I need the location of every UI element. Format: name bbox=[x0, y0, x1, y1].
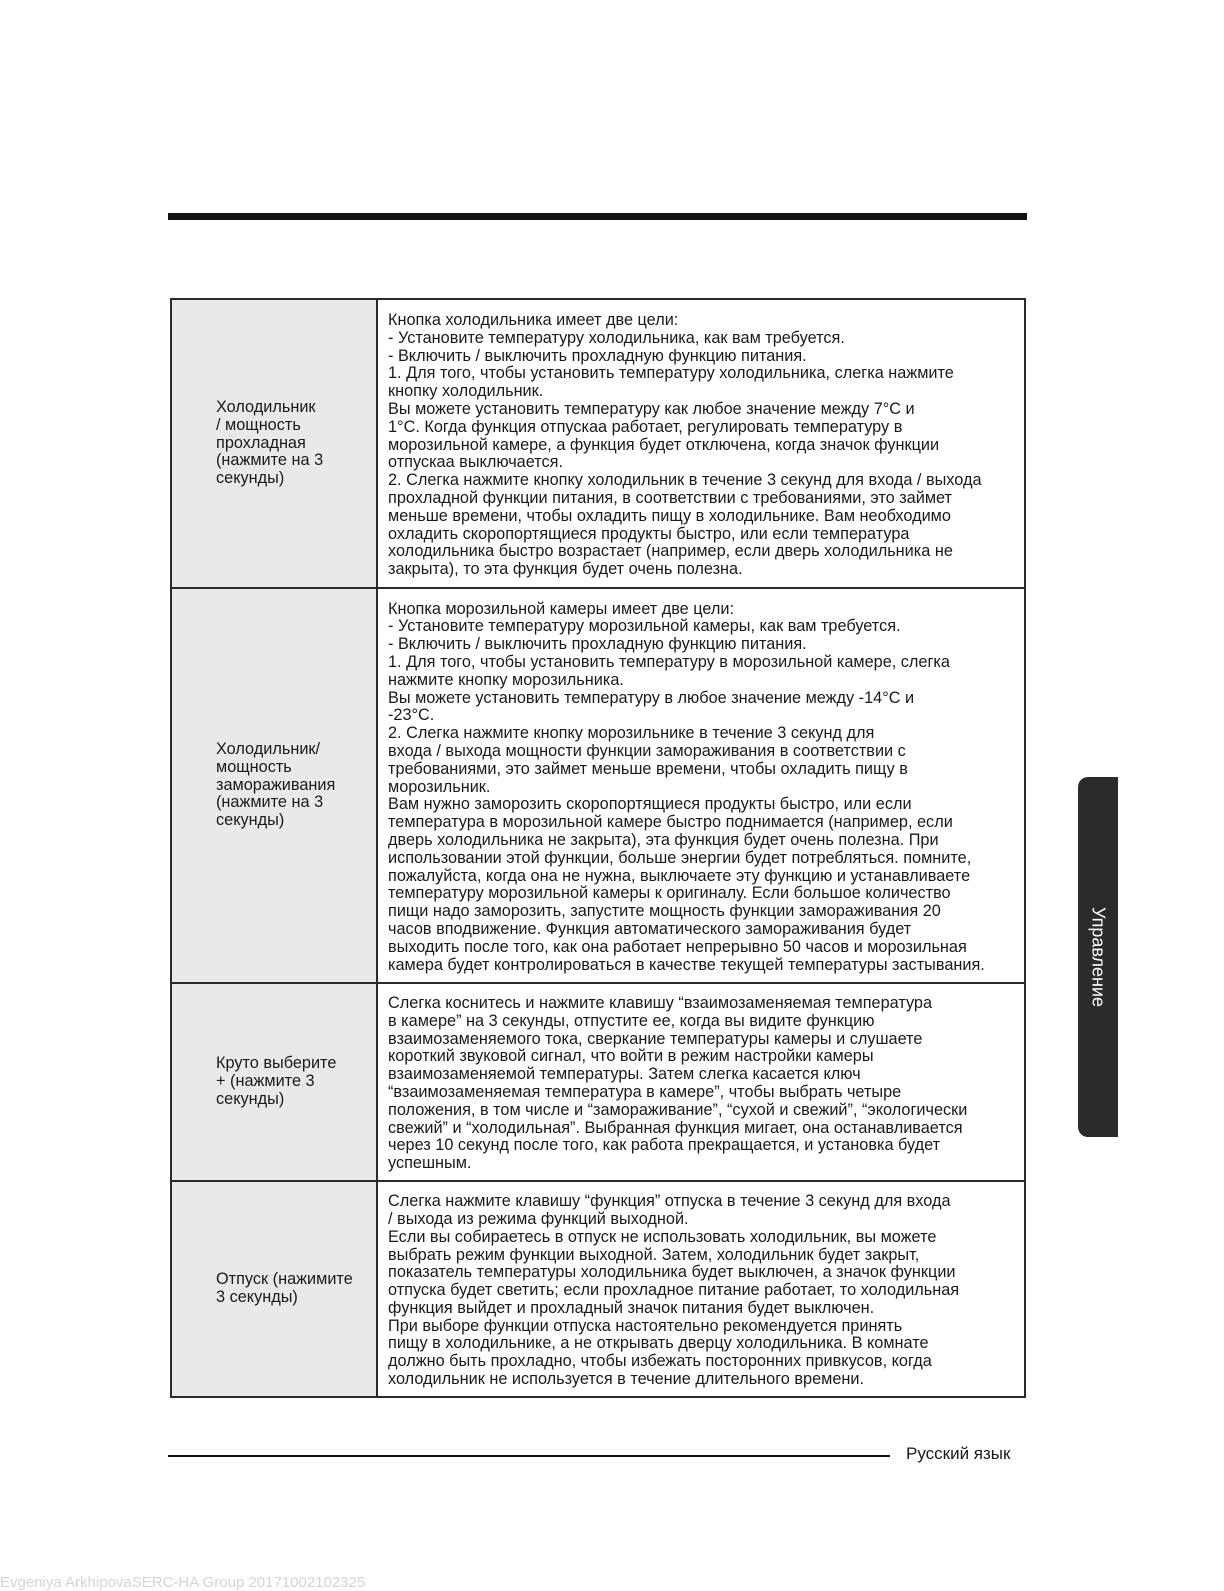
label-line: / мощность bbox=[216, 415, 301, 434]
function-label bbox=[171, 588, 377, 983]
description-line: Вы можете установить температуру как любое значение между 7°С и bbox=[388, 400, 915, 418]
description-line: меньше времени, чтобы охладить пищу в холодильнике. Вам необходимо bbox=[388, 506, 951, 525]
description-line: холодильник не используется в течение длительного времени. bbox=[388, 1370, 865, 1389]
description-line: Если вы собираетесь в отпуск не использовать холодильник, вы можете bbox=[388, 1227, 937, 1246]
description-line: морозильной камере, а функция будет отключена, когда значок функции bbox=[388, 435, 940, 454]
description-line: - Установите температуру холодильника, как вам требуется. bbox=[388, 328, 845, 347]
description-line: взаимозаменяемой температуры. Затем слегка касается ключ bbox=[388, 1065, 861, 1084]
description-line: дверь холодильника не закрыта), эта функция будет очень полезна. При bbox=[388, 830, 939, 849]
description-line: Кнопка холодильника имеет две цели: bbox=[388, 311, 679, 330]
description-line: 2. Слегка нажмите кнопку морозильнике в течение 3 секунд для bbox=[388, 724, 875, 743]
description-line: показатель температуры холодильника будет выключен, а значок функции bbox=[388, 1263, 956, 1282]
description-line: 1. Для того, чтобы установить температуру холодильника, слегка нажмите bbox=[388, 364, 954, 383]
label-line: секунды) bbox=[216, 811, 285, 830]
label-line: Отпуск (нажимите bbox=[216, 1270, 353, 1289]
description-line: пожалуйста, когда она не нужна, выключаете эту функцию и устанавливаете bbox=[388, 866, 971, 885]
description-line: - Установите температуру морозильной камеры, как вам требуется. bbox=[388, 617, 901, 636]
description-line: закрыта), то эта функция будет очень полезна. bbox=[388, 560, 743, 579]
description-line: - Включить / выключить прохладную функцию питания. bbox=[388, 346, 807, 365]
watermark-text: Evgeniya ArkhipovaSERC-HA Group 20171002102325 bbox=[0, 1574, 366, 1591]
footer-rule bbox=[168, 1455, 890, 1457]
description-line: положения, в том числе и “замораживание”, “сухой и свежий”, “экологически bbox=[388, 1100, 968, 1119]
description-line: в камере” на 3 секунды, отпустите ее, когда вы видите функцию bbox=[388, 1011, 875, 1030]
footer-language: Русский язык bbox=[906, 1444, 1011, 1463]
function-description bbox=[377, 983, 1025, 1181]
description-line: выбрать режим функции выходной. Затем, холодильник будет закрыт, bbox=[388, 1245, 920, 1264]
description-line: 2. Слегка нажмите кнопку холодильник в течение 3 секунд для входа / выхода bbox=[388, 471, 982, 490]
description-line: часов вподвижение. Функция автоматического замораживания будет bbox=[388, 919, 912, 938]
description-line: охладить скоропортящиеся продукты быстро, или если температура bbox=[388, 524, 910, 543]
description-line: температура в морозильной камере быстро поднимается (например, если bbox=[388, 813, 953, 832]
function-label bbox=[171, 299, 377, 588]
description-line: должно быть прохладно, чтобы избежать посторонних привкусов, когда bbox=[388, 1352, 932, 1371]
description-line: 1. Для того, чтобы установить температуру в морозильной камере, слегка bbox=[388, 653, 950, 672]
description-line: - Включить / выключить прохладную функцию питания. bbox=[388, 635, 807, 654]
label-line: мощность bbox=[216, 757, 292, 776]
description-line: “взаимозаменяемая температура в камере”, чтобы выбрать четыре bbox=[388, 1083, 902, 1101]
description-line: пищи надо заморозить, запустите мощность функции замораживания 20 bbox=[388, 902, 941, 921]
label-line: + (нажмите 3 bbox=[216, 1072, 315, 1091]
description-line: Вам нужно заморозить скоропортящиеся продукты быстро, или если bbox=[388, 795, 912, 814]
table-row bbox=[171, 588, 1025, 983]
function-description bbox=[377, 1181, 1025, 1397]
description-line: температуру морозильной камеры к оригиналу. Если большое количество bbox=[388, 884, 951, 903]
description-line: отпускаа выключается. bbox=[388, 453, 563, 472]
description-line: взаимозаменяемого тока, сверкание температуры камеры и слушаете bbox=[388, 1029, 923, 1048]
table-row bbox=[171, 983, 1025, 1181]
description-line: кнопку холодильник. bbox=[388, 382, 544, 401]
function-description bbox=[377, 299, 1025, 588]
table-row bbox=[171, 1181, 1025, 1397]
description-line: выходить после того, как она работает непрерывно 50 часов и морозильная bbox=[388, 937, 967, 956]
description-line: пищу в холодильнике, а не открывать дверцу холодильника. В комнате bbox=[388, 1334, 929, 1353]
label-line: 3 секунды) bbox=[216, 1288, 298, 1306]
label-line: Холодильник/ bbox=[216, 740, 321, 758]
description-line: 1°С. Когда функция отпускаа работает, регулировать температуру в bbox=[388, 417, 903, 436]
label-line: (нажмите на 3 bbox=[216, 451, 324, 470]
top-rule bbox=[168, 213, 1027, 220]
description-line: Кнопка морозильной камеры имеет две цели: bbox=[388, 599, 735, 618]
description-line: прохладной функции питания, в соответствии с требованиями, это займет bbox=[388, 488, 952, 507]
function-table bbox=[170, 298, 1026, 1398]
description-line: При выборе функции отпуска настоятельно рекомендуется принять bbox=[388, 1316, 903, 1335]
description-line: / выхода из режима функций выходной. bbox=[388, 1209, 689, 1228]
label-line: секунды) bbox=[216, 1089, 285, 1108]
description-line: холодильника быстро возрастает (например, если дверь холодильника не bbox=[388, 542, 953, 561]
description-line: морозильник. bbox=[388, 777, 491, 796]
description-line: Вы можете установить температуру в любое значение между -14°С и bbox=[388, 688, 915, 707]
description-line: нажмите кнопку морозильника. bbox=[388, 670, 624, 689]
label-line: прохладная bbox=[216, 433, 306, 452]
description-line: Слегка коснитесь и нажмите клавишу “взаимозаменяемая температура bbox=[388, 994, 933, 1013]
description-line: успешным. bbox=[388, 1154, 472, 1173]
label-line: Холодильник bbox=[216, 398, 316, 416]
function-label bbox=[171, 983, 377, 1181]
section-tab-label: Управление bbox=[1088, 906, 1109, 1008]
description-line: свежий” и “холодильная”. Выбранная функция мигает, она останавливается bbox=[388, 1118, 963, 1137]
description-line: Слегка нажмите клавишу “функция” отпуска в течение 3 секунд для входа bbox=[388, 1192, 951, 1211]
function-description bbox=[377, 588, 1025, 983]
label-line: секунды) bbox=[216, 469, 285, 488]
function-label bbox=[171, 1181, 377, 1397]
description-line: функция выйдет и прохладный значок питания будет выключен. bbox=[388, 1298, 875, 1317]
description-line: требованиями, это займет меньше времени, чтобы охладить пищу в bbox=[388, 759, 908, 778]
label-line: (нажмите на 3 bbox=[216, 793, 324, 812]
description-line: камера будет контролироваться в качестве текущей температуры застывания. bbox=[388, 955, 985, 974]
section-tab bbox=[1078, 777, 1118, 1137]
label-line: замораживания bbox=[216, 775, 336, 794]
table-row bbox=[171, 299, 1025, 588]
description-line: использовании этой функции, больше энергии будет потребляться. помните, bbox=[388, 848, 972, 867]
description-line: входа / выхода мощности функции замораживания в соответствии с bbox=[388, 742, 906, 760]
description-line: через 10 секунд после того, как работа прекращается, и установка будет bbox=[388, 1136, 941, 1155]
description-line: -23°С. bbox=[388, 706, 435, 725]
description-line: короткий звуковой сигнал, что войти в режим настройки камеры bbox=[388, 1047, 874, 1066]
description-line: отпуска будет светить; если прохладное питание работает, то холодильная bbox=[388, 1281, 960, 1300]
label-line: Круто выберите bbox=[216, 1054, 337, 1073]
